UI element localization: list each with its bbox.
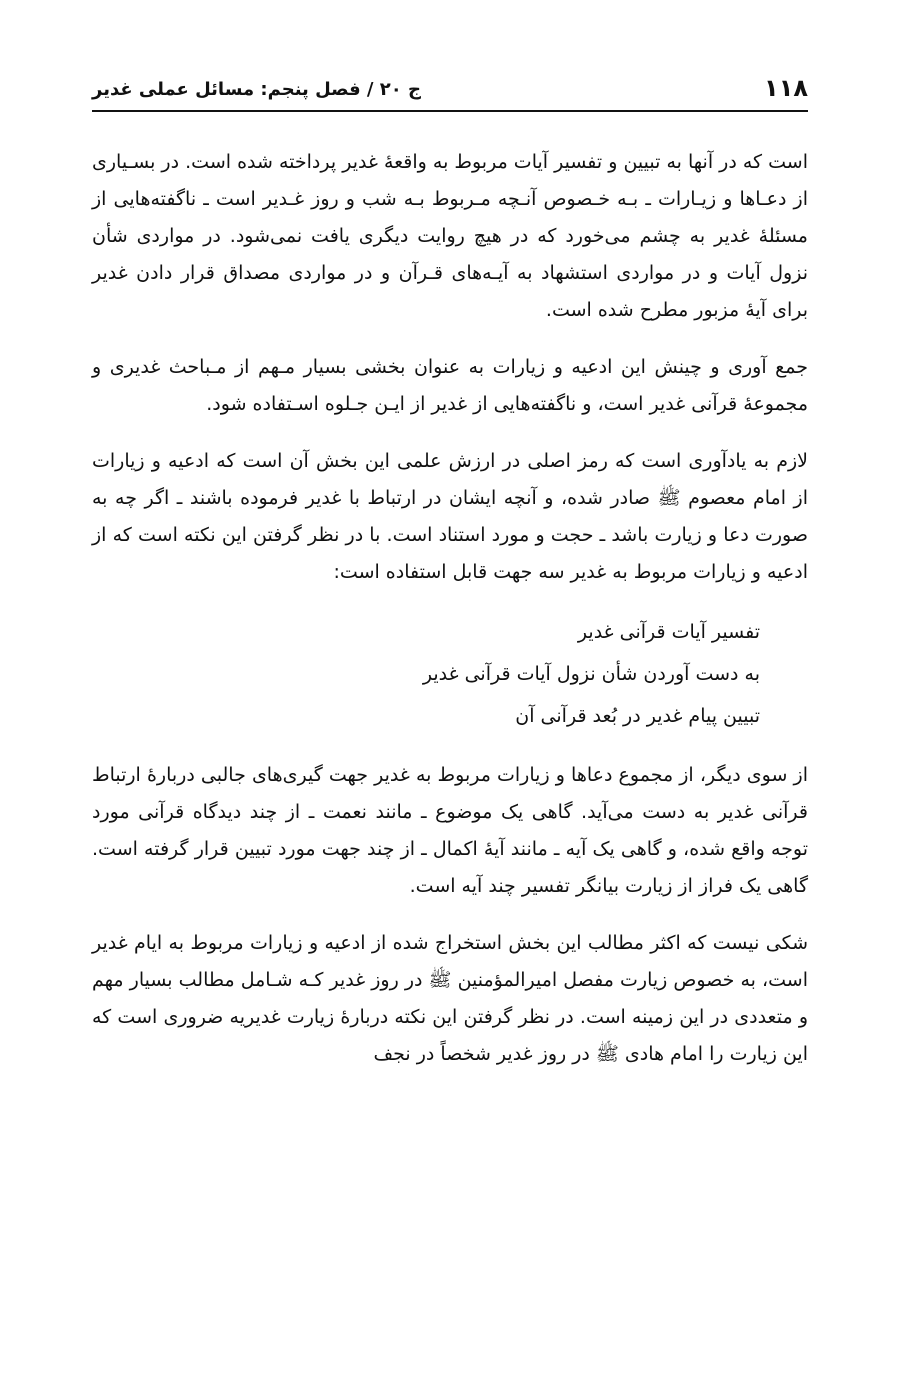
list-item: تبیین پیام غدیر در بُعد قرآنی آن <box>515 705 760 727</box>
list-item: به دست آوردن شأن نزول آیات قرآنی غدیر <box>422 663 760 685</box>
list-item: تفسیر آیات قرآنی غدیر <box>577 621 760 643</box>
page-number: ۱۱۸ <box>764 74 808 102</box>
paragraph: از سوی دیگر، از مجموع دعاها و زیارات مربوط به غدیر جهت گیری‌های جالبی دربارهٔ ارتباط قرآنی غدیر به دست می‌آید. گاهی یک موضوع ـ مانند نعمت ـ از چند دیدگاه قرآنی مورد توجه واقع شده، و گاهی یک آیه ـ مانند آیهٔ اکمال ـ از چند جهت مورد تبیین قرار گرفته است. گاهی یک فراز از زیارت بیانگر تفسیر چند آیه است. <box>92 764 808 897</box>
running-title: ج ۲۰ / فصل پنجم: مسائل عملی غدیر <box>92 79 422 100</box>
page-header <box>92 70 808 112</box>
paragraph: جمع آوری و چینش این ادعیه و زیارات به عنوان بخشی بسیار مـهم از مـباحث غدیری و مجموعهٔ قرآنی غدیر است، و ناگفته‌هایی از غدیر از ایـن جـلوه اسـتفاده شود. <box>92 356 808 415</box>
paragraph: لازم به یادآوری است که رمز اصلی در ارزش علمی این بخش آن است که ادعیه و زیارات از امام معصوم ﷺ صادر شده، و آنچه ایشان در ارتباط با غدیر فرموده باشند ـ اگر چه به صورت دعا و زیارت باشد ـ حجت و مورد استناد است. با در نظر گرفتن این نکته است که از ادعیه و زیارات مربوط به غدیر سه جهت قابل استفاده است: <box>92 450 808 583</box>
book-page <box>92 0 808 1390</box>
paragraph: است که در آنها به تبیین و تفسیر آیات مربوط به واقعهٔ غدیر پرداخته شده است. در بسـیاری از دعـاها و زیـارات ـ بـه خـصوص آنـچه مـربوط بـه شب و روز غـدیر است ـ ناگفته‌هایی از مسئلهٔ غدیر به چشم می‌خورد که در هیچ روایت دیگری یافت نمی‌شود. در مواردی شأن نزول آیات و در مواردی استشهاد به آیـه‌های قـرآن و در مواردی مصداق قرار دادن غدیر برای آیهٔ مزبور مطرح شده است. <box>92 151 808 321</box>
paragraph: شکی نیست که اکثر مطالب این بخش استخراج شده از ادعیه و زیارات مربوط به ایام غدیر است، به خصوص زیارت مفصل امیرالمؤمنین ﷺ در روز غدیر کـه شـامل مطالب بسیار مهم و متعددی در این زمینه است. در نظر گرفتن این نکته دربارهٔ زیارت غدیریه ضروری است که این زیارت را امام هادی ﷺ در روز غدیر شخصاً در نجف <box>92 932 808 1065</box>
page-body <box>92 144 808 1073</box>
uses-list <box>92 611 808 737</box>
